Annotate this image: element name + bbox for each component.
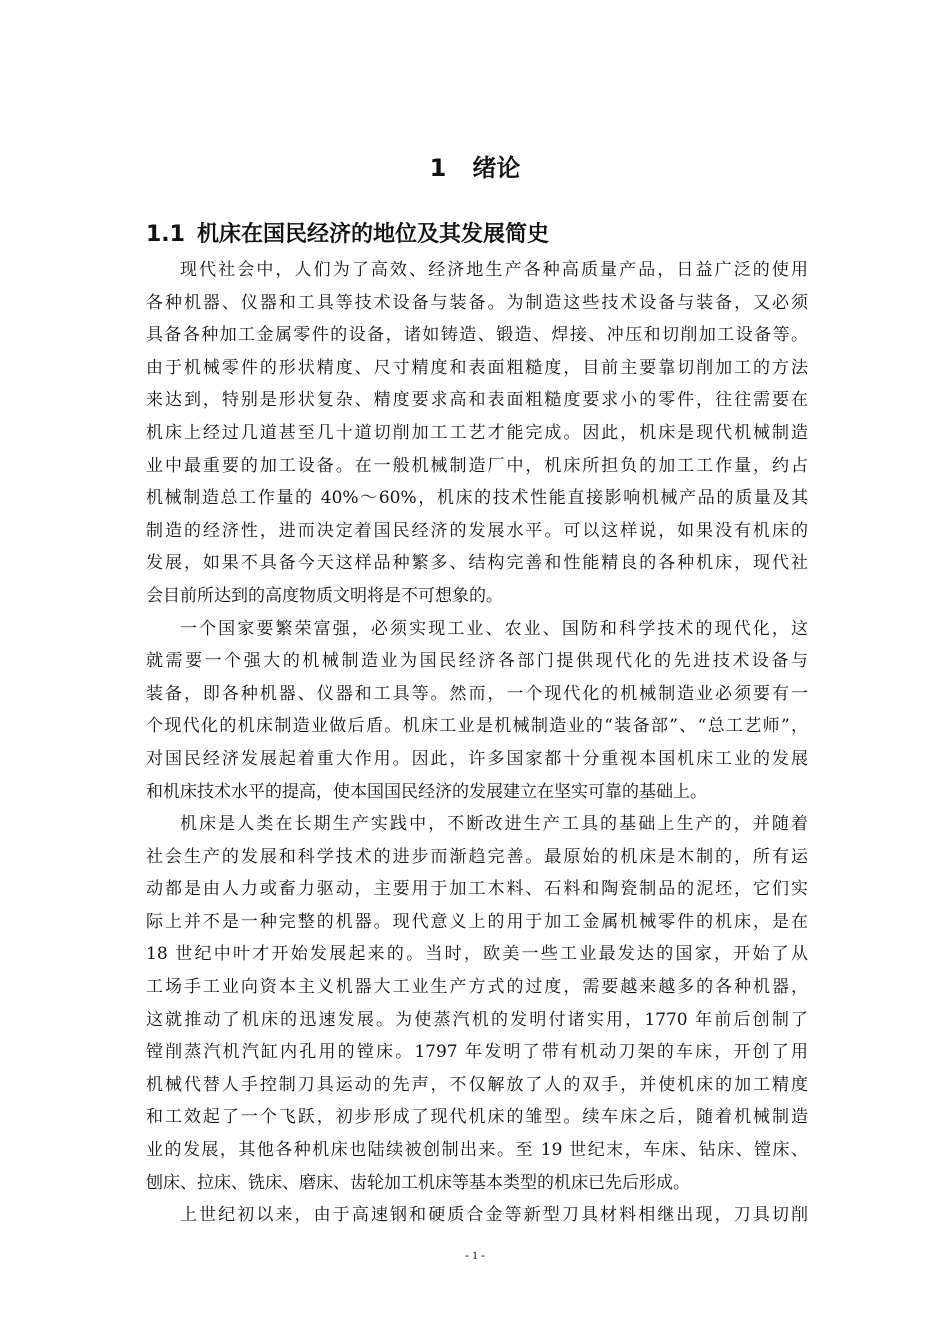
- chapter-number: 1: [429, 154, 447, 182]
- text-line: 一个国家要繁荣富强，必须实现工业、农业、国防和科学技术的现代化，这: [180, 618, 808, 639]
- text-line: 机械代替人手控制刀具运动的先声，不仅解放了人的双手，并使机床的加工精度: [146, 1074, 808, 1095]
- section-heading: [146, 218, 549, 252]
- paragraph: [146, 254, 808, 613]
- text-line: 上世纪初以来，由于高速钢和硬质合金等新型刀具材料相继出现，刀具切削: [180, 1205, 808, 1226]
- section-title-text: 机床在国民经济的地位及其发展简史: [196, 222, 549, 247]
- text-line: 和工效起了一个飞跃，初步形成了现代机床的雏型。续车床之后，随着机械制造: [146, 1107, 808, 1128]
- text-line: 制造的经济性，进而决定着国民经济的发展水平。可以这样说，如果没有机床的: [146, 520, 808, 541]
- text-line: 具备各种加工金属零件的设备，诸如铸造、锻造、焊接、冲压和切削加工设备等。: [146, 325, 808, 346]
- paragraph: [146, 1199, 808, 1232]
- text-line: 就需要一个强大的机械制造业为国民经济各部门提供现代化的先进技术设备与: [146, 651, 808, 672]
- page-number: - 1 -: [465, 1248, 485, 1262]
- text-line: 社会生产的发展和科学技术的进步而渐趋完善。最原始的机床是木制的，所有运: [146, 846, 808, 867]
- text-line: 来达到，特别是形状复杂、精度要求高和表面粗糙度要求小的零件，往往需要在: [146, 390, 808, 411]
- chapter-title-text: 绪论: [472, 154, 521, 182]
- paragraph: [146, 613, 808, 809]
- chapter-title: [0, 150, 950, 186]
- text-line: 机械制造总工作量的 40%～60%，机床的技术性能直接影响机械产品的质量及其: [146, 488, 808, 509]
- text-line: 动都是由人力或畜力驱动，主要用于加工木料、石料和陶瓷制品的泥坯，它们实: [146, 879, 808, 900]
- text-line: 际上并不是一种完整的机器。现代意义上的用于加工金属机械零件的机床，是在: [146, 911, 808, 932]
- text-line: 这就推动了机床的迅速发展。为使蒸汽机的发明付诸实用，1770 年前后创制了: [146, 1009, 808, 1030]
- text-line: 个现代化的机床制造业做后盾。机床工业是机械制造业的“装备部”、“总工艺师”，: [146, 716, 808, 737]
- body-text: [146, 254, 808, 1232]
- text-line: 镗削蒸汽机汽缸内孔用的镗床。1797 年发明了带有机动刀架的车床，开创了用: [146, 1042, 808, 1063]
- section-number: 1.1: [146, 222, 185, 247]
- text-line: 18 世纪中叶才开始发展起来的。当时，欧美一些工业最发达的国家，开始了从: [146, 944, 808, 965]
- paragraph: [146, 808, 808, 1199]
- text-line: 业的发展，其他各种机床也陆续被创制出来。至 19 世纪末，车床、钻床、镗床、: [146, 1140, 808, 1161]
- text-line: 机床上经过几道甚至几十道切削加工工艺才能完成。因此，机床是现代机械制造: [146, 422, 808, 443]
- text-line: 装备，即各种机器、仪器和工具等。然而，一个现代化的机械制造业必须要有一: [146, 683, 808, 704]
- text-line: 工场手工业向资本主义机器大工业生产方式的过度，需要越来越多的各种机器，: [146, 977, 808, 998]
- text-line: 现代社会中，人们为了高效、经济地生产各种高质量产品，日益广泛的使用: [180, 260, 808, 280]
- text-line: 各种机器、仪器和工具等技术设备与装备。为制造这些技术设备与装备，又必须: [146, 292, 808, 313]
- text-line: 发展，如果不具备今天这样品种繁多、结构完善和性能精良的各种机床，现代社: [146, 553, 808, 574]
- text-line: 对国民经济发展起着重大作用。因此，许多国家都十分重视本国机床工业的发展: [146, 748, 808, 769]
- text-line: 和机床技术水平的提高，使本国国民经济的发展建立在坚实可靠的基础上。: [146, 781, 707, 802]
- text-line: 刨床、拉床、铣床、磨床、齿轮加工机床等基本类型的机床已先后形成。: [146, 1172, 690, 1193]
- text-line: 会目前所达到的高度物质文明将是不可想象的。: [146, 585, 503, 606]
- text-line: 由于机械零件的形状精度、尺寸精度和表面粗糙度，目前主要靠切削加工的方法: [146, 357, 808, 378]
- text-line: 业中最重要的加工设备。在一般机械制造厂中，机床所担负的加工工作量，约占: [146, 455, 808, 476]
- text-line: 机床是人类在长期生产实践中，不断改进生产工具的基础上生产的，并随着: [180, 814, 808, 835]
